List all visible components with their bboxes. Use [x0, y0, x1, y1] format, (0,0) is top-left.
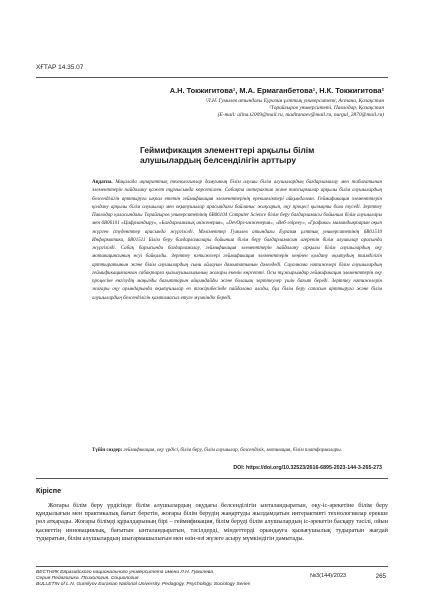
abstract-text: Мақалада ақпараттық технологиялар дамуының білім алушы білім алушылардың бағдарламалау мен табиғатынан элементтерін пайдалану қажет тұрғысында көрсетілген. Сабақта интерактив және тапсырмалар арқылы білім алушылардың белсенділігін арттыруға ықпал ететін геймификация элементтерінің ерекшеліктері айқындалған. Геймификация элементтерін қолдану арқылы білім алушылар мен оқытушылар арасындағы байланыс жақсарып, оқу процесі қызықты бола түседі. Зерттеу Павлодар қаласындағы Торайғыров университетінің 6В06104 Computer Science білім беру бағдарламасы бойынша білім алушылары мен 6В06101 «Цифрландыру», «Бағдарламалық инженерия», «DevOps-инженерия», «Веб-әзірлеу», «Графика» мамандықтарын оқып жүрген студенттер арасында жүргізілді. Мәліметтер Гумилев атындағы Еуразия ұлттық университетінің 6В01510 Информатика, 6В01511 Білім беру бағдарламалары бойынша білім беру бағдарламасын игеретін білім алушылар арасында жүргізілді. Сабақ барысында бағдарламалау, геймификация элементтерін пайдалану арқылы білім алушылардың оқу мотивациясының өсуі байқалды. Зерттеу нәтижелері геймификация элементтерін кеңінен қолдану оқытудың тиімділігін арттыратынын және білім алушылардың сыни ойлауын дамытатынын дәлелдеді. Сауалнама нәтижелері білім алушылардың геймификацияланған сабақтарға қызығушылығының жоғары екенін көрсетті. Осы тұжырымдар геймификация элементтерін оқу процесіне енгізудің маңызды бағыттарын айқындайды және болашақ зерттеулер үшін бағыт береді. Зерттеу нәтижелерін жоғары оқу орындарында оқытушылар өз тәжірибесінде пайдалана алады, бұл білім беру сапасын арттыруға және білім алушылардың белсенділігін қамтамасыз етуге мүмкіндік береді.: [92, 179, 382, 301]
keywords-label: Түйін сөздер:: [92, 447, 123, 453]
issue-number: №3(144)/2023: [310, 573, 347, 579]
introduction-paragraph: Жоғары білім беру үрдісінде білім алушылардың оқудағы белсенділігін ынталандыратын, оқу-іс-әрекетіне білім беру құндылығын мен практикалық бағыт беретін, жоғары білім берудің жаңартуды жылдамдатын интерактивті технологиялар ерекше рөл атқарады. Жоғары білімді құралдарының бірі – геймификация, білім беруді білім алушылардың іс-әрекетін басқару тәсілі, ойын қасиеттің инновациялық, бағытын ынталандыратын, тәсілдерді, міндеттерді орындауға қызығушылық тудыратын жағдай тудыратын, білім алушылардың шығармашылығын мен өзін-өзі жүзеге асыру мүмкіндігін дамытады.: [36, 502, 388, 542]
abstract-block: [92, 178, 382, 302]
journal-line-2: Серия Педагогика. Психология. Социология: [36, 576, 139, 582]
abstract-label: Аңдатпа.: [92, 179, 113, 185]
section-divider: [36, 478, 388, 479]
keywords-text: геймификация, оқу үрдісі, білім беру, білім алушылар, белсенділік, мотивация, білім платформалары.: [123, 447, 342, 453]
journal-line-3: BULLETIN of L.N. Gumilyov Eurasian National University. Pedagogy. Psychology. Sociology Series: [36, 582, 251, 588]
header-divider: [36, 77, 388, 78]
doi-link[interactable]: DOI: https://doi.org/10.32523/2616-6895-2023-144-3-265-273: [233, 465, 382, 471]
keywords-block: [92, 446, 382, 454]
journal-citation: [36, 570, 306, 589]
affiliation-emails: (E-mail: alina.t2009@mail.ru, maditanaev@mail.ru, nurgul_2870@mail.ru): [217, 112, 384, 118]
affiliation-2: ²Торайғыров университеті, Павлодар, Қазақстан: [269, 105, 384, 111]
affiliation-1: ¹Л.Н. Гумилев атындағы Еуразия ұлттық университеті, Астана, Қазақстан: [205, 98, 384, 104]
page-number: 265: [375, 573, 386, 580]
footer-divider: [36, 566, 388, 567]
section-heading-introduction: Кіріспе: [36, 486, 62, 495]
mrnti-code: ХҒТАР 14.35.07: [36, 64, 84, 71]
journal-line-1: ВЕСТНИК Евразийского национального университета имени Л.Н. Гумилева.: [36, 570, 215, 575]
article-title: Геймификация элементтері арқылы білім алушылардың белсенділігін арттыру: [140, 145, 315, 166]
author-list: А.Н. Токжигитова¹, М.А. Ермаганбетова¹, Н.К. Токжигитова²: [169, 86, 384, 95]
